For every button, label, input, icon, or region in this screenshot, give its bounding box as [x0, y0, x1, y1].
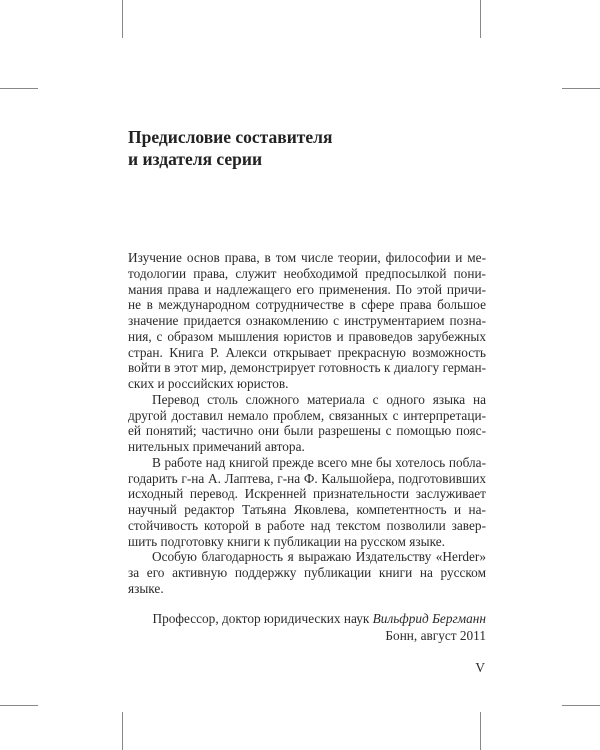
- crop-mark: [480, 712, 481, 750]
- text-line: годарить г-на А. Лаптева, г-на Ф. Кальшойера, подготовивших: [128, 470, 486, 486]
- paragraph: [128, 455, 486, 550]
- body-text: [128, 250, 486, 597]
- text-line: стойчивость которой в работе над текстом позволили завер-: [128, 517, 486, 533]
- text-line: языке.: [128, 580, 164, 596]
- crop-mark: [480, 0, 481, 38]
- title-line: Предисловие составителя: [128, 127, 333, 147]
- text-line: Изучение основ права, в том числе теории, философии и ме-: [128, 250, 486, 265]
- text-line: исходный перевод. Искренней признательности заслуживает: [128, 486, 486, 502]
- paragraph: [128, 392, 486, 455]
- text-line: Особую благодарность я выражаю Издательству «Herder»: [152, 549, 486, 565]
- page-title: [128, 126, 332, 170]
- text-line: шить подготовку книги к публикации на русском языке.: [128, 533, 445, 549]
- crop-mark: [562, 88, 600, 89]
- signature-position: Профессор, доктор юридических наук: [152, 611, 370, 626]
- signature-name: Вильфрид Бергманн: [372, 611, 486, 626]
- text-line: тодологии права, служит необходимой предпосылкой пони-: [128, 265, 486, 281]
- signature: [152, 610, 486, 644]
- text-line: ских и российских юристов.: [128, 376, 289, 391]
- signature-place-date: Бонн, август 2011: [385, 628, 486, 643]
- signature-line: [152, 610, 486, 627]
- text-line: В работе над книгой прежде всего мне бы хотелось побла-: [152, 454, 486, 470]
- text-line: стран. Книга Р. Алекси открывает прекрасную возможность: [128, 344, 486, 360]
- crop-mark: [122, 712, 123, 750]
- crop-mark: [122, 0, 123, 38]
- text-line: за его активную поддержку публикации книги на русском: [128, 565, 486, 580]
- text-line: не в международном сотрудничестве в сфере права большое: [128, 297, 486, 313]
- text-line: научный редактор Татьяна Яковлева, компетентность и на-: [128, 502, 486, 517]
- text-line: ния, с образом мышления юристов и правоведов зарубежных: [128, 328, 486, 344]
- crop-mark: [0, 705, 38, 706]
- text-line: Перевод столь сложного материала с одного языка на: [152, 391, 486, 407]
- text-line: ей понятий; частично они были разрешены с помощью пояс-: [128, 423, 486, 439]
- crop-mark: [0, 88, 38, 89]
- text-line: значение придается ознакомлению с инструментарием позна-: [128, 313, 486, 328]
- crop-mark: [562, 705, 600, 706]
- page-number: V: [475, 660, 485, 675]
- text-line: войти в этот мир, демонстрирует готовность к диалогу герман-: [128, 360, 486, 376]
- paragraph: [128, 250, 486, 392]
- text-line: нительных примечаний автора.: [128, 439, 305, 454]
- title-line: и издателя серии: [128, 149, 263, 169]
- text-line: мания права и надлежащего его применения. По этой причи-: [128, 281, 486, 297]
- text-line: другой доставил немало проблем, связанных с интерпретаци-: [128, 407, 486, 423]
- paragraph: [128, 549, 486, 596]
